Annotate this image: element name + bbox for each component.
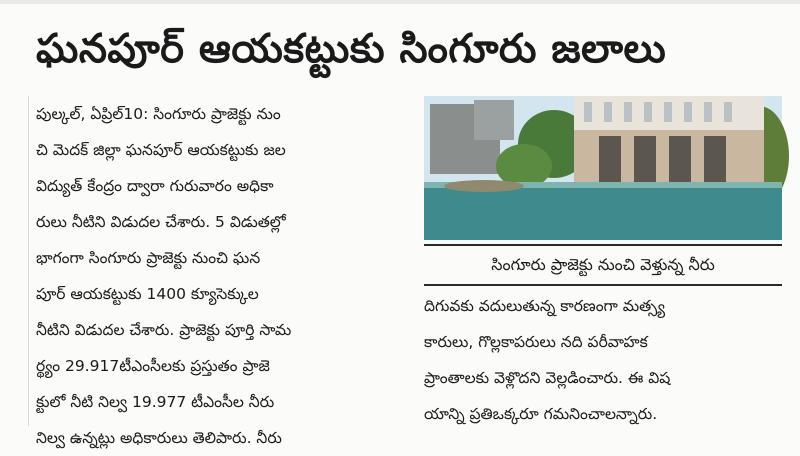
article-body-left	[36, 96, 410, 447]
body-line: నిల్వ ఉన్నట్లు అధికారులు తెలిపారు. నీరు	[36, 429, 282, 447]
body-line: భాగంగా సింగూరు ప్రాజెక్టు నుంచి ఘన	[36, 249, 261, 267]
top-rule	[0, 0, 800, 4]
dam-photo	[424, 96, 782, 240]
body-line: విద్యుత్ కేంద్రం ద్వారా గురువారం అధికా	[36, 177, 274, 195]
body-line: నీటిని విడుదల చేశారు. ప్రాజెక్టు పూర్తి సామ	[36, 321, 292, 339]
body-line: క్టులో నీటి నిల్వ 19.977 టీఎంసీల నీరు	[36, 393, 275, 411]
photo-caption: సింగూరు ప్రాజెక్టు నుంచి వెళ్తున్న నీరు	[424, 244, 782, 286]
body-line: ర్థ్యం 29.917టీఎంసీలకు ప్రస్తుతం ప్రాజె	[36, 357, 270, 375]
dam-photo-icon	[424, 96, 782, 240]
headline: ఘనపూర్ ఆయకట్టుకు సింగూరు జలాలు	[36, 26, 667, 72]
body-line: యాన్ని ప్రతిఒక్కరూ గమనించాలన్నారు.	[424, 405, 658, 423]
body-line: ప్రాంతాలకు వెళ్లొదని వెల్లడించారు. ఈ విష	[424, 369, 671, 387]
article-body-right	[424, 288, 782, 428]
column-rule	[28, 96, 29, 426]
body-line: కారులు, గొల్లకాపరులు నది పరీవాహక	[424, 333, 648, 351]
body-line: పుల్కల్, ఏప్రిల్10: సింగూరు ప్రాజెక్టు నుం	[36, 105, 281, 123]
body-line: రులు నీటిని విడుదల చేశారు. 5 విడుతల్లో	[36, 213, 286, 231]
body-line: పూర్ ఆయకట్టుకు 1400 క్యూసెక్కుల	[36, 285, 259, 303]
body-line: దిగువకు వదులుతున్న కారణంగా మత్స్య	[424, 297, 666, 315]
body-line: చి మెదక్ జిల్లా ఘనపూర్ ఆయకట్టుకు జల	[36, 141, 286, 159]
